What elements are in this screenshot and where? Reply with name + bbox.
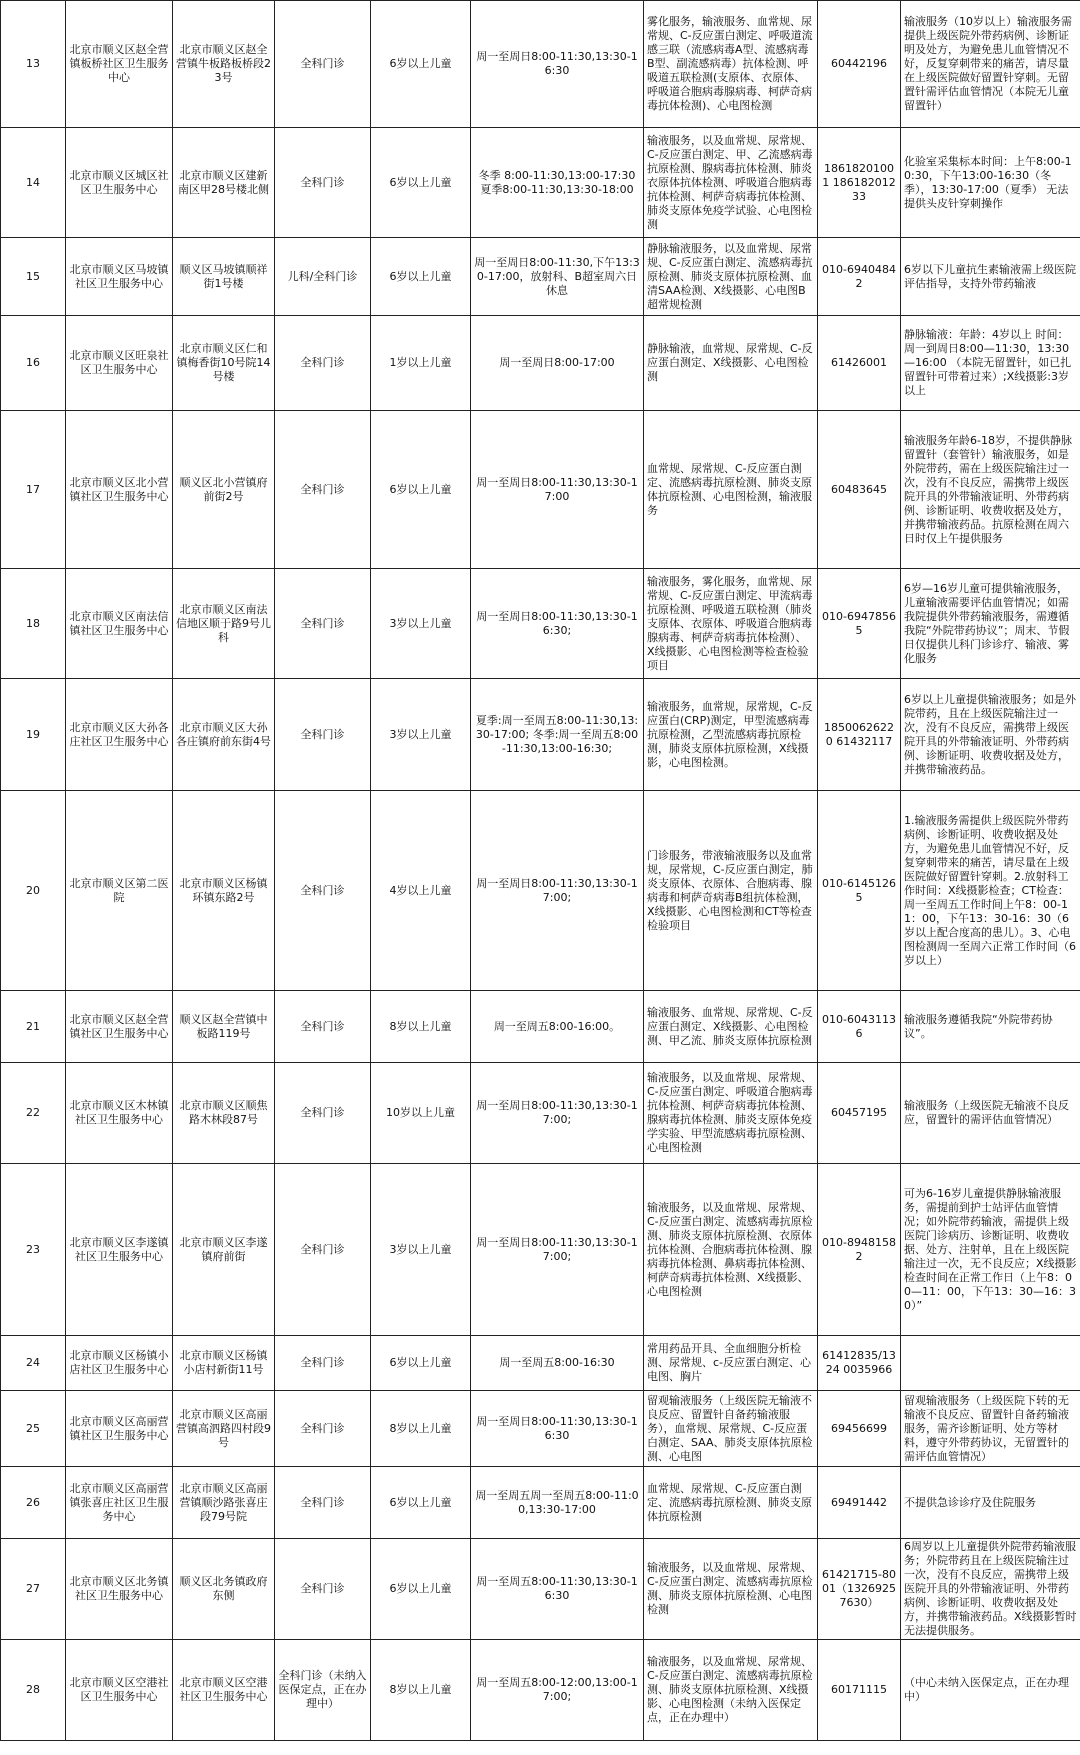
table-row (1, 991, 1080, 1063)
cell-age-range: 4岁以上儿童 (371, 791, 471, 991)
cell-phone: 010-60431136 (818, 991, 901, 1063)
cell-phone: 69491442 (818, 1467, 901, 1539)
cell-age-range: 8岁以上儿童 (371, 991, 471, 1063)
table-row (1, 411, 1080, 569)
cell-age-range: 8岁以上儿童 (371, 1640, 471, 1741)
cell-notes: 输液服务遵循我院“外院带药协议”。 (901, 991, 1080, 1063)
cell-age-range: 6岁以上儿童 (371, 1, 471, 128)
cell-row-number: 22 (1, 1063, 66, 1164)
cell-department: 全科门诊 (275, 1391, 371, 1467)
cell-department: 全科门诊（未纳入医保定点，正在办理中） (275, 1640, 371, 1741)
cell-notes: 输液服务年龄6-18岁，不提供静脉留置针（套管针）输液服务，如是外院带药，需在上级医院输注过一次，没有不良反应，需携带上级医院开具的外带输液证明、外带药病例、诊断证明、收费收据及处方，并携带输液药品。抗原检测在周六日时仅上午提供服务 (901, 411, 1080, 569)
cell-address: 北京市顺义区李遂镇府前街 (173, 1164, 275, 1336)
cell-institution-name: 北京市顺义区马坡镇社区卫生服务中心 (66, 238, 173, 316)
table-row (1, 679, 1080, 791)
cell-notes: 6岁以下儿童抗生素输液需上级医院评估指导，支持外带药输液 (901, 238, 1080, 316)
table-row (1, 569, 1080, 679)
cell-service-hours: 周一至周日8:00-11:30,13:30-16:30 (471, 1391, 644, 1467)
cell-service-hours: 夏季:周一至周五8:00-11:30,13:30-17:00; 冬季:周一至周五8:00-11:30,13:00-16:30; (471, 679, 644, 791)
cell-services: 常用药品开具、全血细胞分析检测、尿常规、c-反应蛋白测定、心电图、胸片 (644, 1336, 818, 1391)
table-row (1, 1164, 1080, 1336)
cell-institution-name: 北京市顺义区北小营镇社区卫生服务中心 (66, 411, 173, 569)
cell-age-range: 8岁以上儿童 (371, 1391, 471, 1467)
cell-notes: 6岁以上儿童提供输液服务；如是外院带药，且在上级医院输注过一次，没有不良反应，需携带上级医院开具的外带输液证明、外带药病例、诊断证明、收费收据及处方，并携带输液药品。 (901, 679, 1080, 791)
cell-department: 儿科/全科门诊 (275, 238, 371, 316)
cell-address: 顺义区赵全营镇中板路119号 (173, 991, 275, 1063)
cell-services: 输液服务，以及血常规、尿常规、C-反应蛋白测定、流感病毒抗原检测、肺炎支原体抗原检测、X线摄影、心电图检测（未纳入医保定点，正在办理中） (644, 1640, 818, 1741)
cell-age-range: 6岁以上儿童 (371, 238, 471, 316)
cell-row-number: 20 (1, 791, 66, 991)
cell-service-hours: 周一至周日8:00-11:30,13:30-16:30; (471, 569, 644, 679)
cell-row-number: 16 (1, 316, 66, 411)
cell-service-hours: 周一至周日8:00-11:30,13:30-17:00; (471, 1164, 644, 1336)
cell-phone: 18618201001 18618201233 (818, 128, 901, 238)
cell-address: 北京市顺义区南法信地区顺于路9号儿科 (173, 569, 275, 679)
table-row (1, 128, 1080, 238)
cell-department: 全科门诊 (275, 1539, 371, 1640)
cell-phone: 61426001 (818, 316, 901, 411)
cell-phone: 60171115 (818, 1640, 901, 1741)
cell-phone: 010-69478565 (818, 569, 901, 679)
cell-services: 留观输液服务（上级医院无输液不良反应、留置针自备药输液服务），血常规、尿常规、C-反应蛋白测定、SAA、肺炎支原体抗原检测、心电图 (644, 1391, 818, 1467)
cell-service-hours: 周一至周日8:00-11:30,13:30-16:30 (471, 1, 644, 128)
cell-department: 全科门诊 (275, 1, 371, 128)
cell-services: 输液服务，血常规，尿常规，C-反应蛋白(CRP)测定，甲型流感病毒抗原检测，乙型流感病毒抗原检测，肺炎支原体抗原检测，X线摄影，心电图检测。 (644, 679, 818, 791)
cell-institution-name: 北京市顺义区高丽营镇张喜庄社区卫生服务中心 (66, 1467, 173, 1539)
cell-services: 输液服务，以及血常规、尿常规、C-反应蛋白测定、流感病毒抗原检测、肺炎支原体抗原检测、衣原体抗体检测、合胞病毒抗体检测、腺病毒抗体检测、鼻病毒抗体检测、柯萨奇病毒抗体检测、X线摄影、心电图检测 (644, 1164, 818, 1336)
cell-service-hours: 周一至周日8:00-11:30,13:30-17:00 (471, 411, 644, 569)
cell-department: 全科门诊 (275, 1467, 371, 1539)
cell-institution-name: 北京市顺义区赵全营镇板桥社区卫生服务中心 (66, 1, 173, 128)
cell-notes (901, 1336, 1080, 1391)
cell-services: 输液服务，以及血常规、尿常规、C-反应蛋白测定、甲、乙流感病毒抗原检测、腺病毒抗体检测、肺炎衣原体抗体检测、呼吸道合胞病毒抗体检测、柯萨奇病毒抗体检测、肺炎支原体免疫学试验、心电图检测 (644, 128, 818, 238)
cell-services: 输液服务，雾化服务，血常规、尿常规、C-反应蛋白测定、甲流病毒抗原检测、呼吸道五联检测（肺炎支原体、衣原体、呼吸道合胞病毒腺病毒、柯萨奇病毒抗体检测）、X线摄影、心电图检测等检查检验项目 (644, 569, 818, 679)
cell-department: 全科门诊 (275, 316, 371, 411)
table-row (1, 1336, 1080, 1391)
table-row (1, 1640, 1080, 1741)
cell-age-range: 6岁以上儿童 (371, 1467, 471, 1539)
cell-age-range: 3岁以上儿童 (371, 1164, 471, 1336)
cell-phone: 61412835/1324 0035966 (818, 1336, 901, 1391)
cell-notes: 1.输液服务需提供上级医院外带药病例、诊断证明、收费收据及处方，为避免患儿血管情况不好，反复穿刺带来的痛苦，请尽量在上级医院做好留置针穿刺。2.放射科工作时间：X线摄影检查；CT检查：周一至周五工作时间上午8：00-11：00，下午13：30-16：30（6岁以上配合度高的患儿）。3、心电图检测周一至周六正常工作时间（6岁以上） (901, 791, 1080, 991)
cell-services: 门诊服务，带液输液服务以及血常规，尿常规，C-反应蛋白测定，肺炎支原体、衣原体、合胞病毒、腺病毒和柯萨奇病毒B组抗体检测，X线摄影、心电图检测和CT等检查检验项目 (644, 791, 818, 991)
cell-address: 北京市顺义区杨镇环镇东路2号 (173, 791, 275, 991)
cell-row-number: 18 (1, 569, 66, 679)
cell-address: 北京市顺义区仁和镇梅香街10号院14号楼 (173, 316, 275, 411)
cell-address: 顺义区北小营镇府前街2号 (173, 411, 275, 569)
cell-address: 北京市顺义区高丽营镇高泗路四村段9号 (173, 1391, 275, 1467)
cell-institution-name: 北京市顺义区第二医院 (66, 791, 173, 991)
table-row (1, 1391, 1080, 1467)
cell-notes: 输液服务（10岁以上）输液服务需提供上级医院外带药病例、诊断证明及处方，为避免患儿血管情况不好，反复穿刺带来的痛苦，请尽量在上级医院做好留置针穿刺。无留置针需评估血管情况（本院无儿童留置针） (901, 1, 1080, 128)
cell-service-hours: 周一至周五8:00-16:30 (471, 1336, 644, 1391)
cell-address: 北京市顺义区高丽营镇顺沙路张喜庄段79号院 (173, 1467, 275, 1539)
cell-notes: 6岁—16岁儿童可提供输液服务，儿童输液需要评估血管情况；如需我院提供外带药输液服务，需遵循我院“外院带药协议”；周末、节假日仅提供儿科门诊诊疗、输液、雾化服务 (901, 569, 1080, 679)
cell-age-range: 10岁以上儿童 (371, 1063, 471, 1164)
cell-institution-name: 北京市顺义区空港社区卫生服务中心 (66, 1640, 173, 1741)
cell-services: 静脉输液服务，以及血常规、尿常规、C-反应蛋白测定、流感病毒抗原检测、肺炎支原体抗原检测、血清SAA检测、X线摄影、心电图B超常规检测 (644, 238, 818, 316)
cell-address: 北京市顺义区赵全营镇牛板路板桥段23号 (173, 1, 275, 128)
table-row (1, 791, 1080, 991)
cell-phone: 18500626220 61432117 (818, 679, 901, 791)
cell-department: 全科门诊 (275, 1164, 371, 1336)
cell-service-hours: 周一至周五周一至周五8:00-11:00,13:30-17:00 (471, 1467, 644, 1539)
cell-institution-name: 北京市顺义区高丽营镇社区卫生服务中心 (66, 1391, 173, 1467)
cell-row-number: 17 (1, 411, 66, 569)
cell-services: 输液服务、血常规、尿常规、C-反应蛋白测定、X线摄影、心电图检测、甲乙流、肺炎支原体抗原检测 (644, 991, 818, 1063)
cell-age-range: 3岁以上儿童 (371, 569, 471, 679)
cell-phone: 60457195 (818, 1063, 901, 1164)
cell-department: 全科门诊 (275, 569, 371, 679)
cell-department: 全科门诊 (275, 411, 371, 569)
cell-phone: 60483645 (818, 411, 901, 569)
cell-age-range: 3岁以上儿童 (371, 679, 471, 791)
cell-institution-name: 北京市顺义区大孙各庄社区卫生服务中心 (66, 679, 173, 791)
table-body (1, 1, 1080, 1741)
cell-department: 全科门诊 (275, 679, 371, 791)
cell-department: 全科门诊 (275, 991, 371, 1063)
cell-department: 全科门诊 (275, 1336, 371, 1391)
cell-row-number: 23 (1, 1164, 66, 1336)
cell-department: 全科门诊 (275, 791, 371, 991)
cell-address: 北京市顺义区顺焦路木林段87号 (173, 1063, 275, 1164)
cell-notes: 静脉输液：年龄：4岁以上 时间：周一到周日8:00—11:30，13:30—16:00 （本院无留置针，如已扎留置针可带着过来）;X线摄影:3岁以上 (901, 316, 1080, 411)
cell-address: 顺义区北务镇政府东侧 (173, 1539, 275, 1640)
cell-age-range: 6岁以上儿童 (371, 1539, 471, 1640)
cell-service-hours: 周一至周日8:00-11:30,下午13:30-17:00，放射科、B超室周六日休息 (471, 238, 644, 316)
cell-phone: 61421715-8001（13269257630） (818, 1539, 901, 1640)
cell-address: 北京市顺义区杨镇小店村新街11号 (173, 1336, 275, 1391)
cell-service-hours: 周一至周五8:00-16:00。 (471, 991, 644, 1063)
cell-service-hours: 冬季 8:00-11:30,13:00-17:30 夏季8:00-11:30,13:30-18:00 (471, 128, 644, 238)
cell-institution-name: 北京市顺义区木林镇社区卫生服务中心 (66, 1063, 173, 1164)
table-row (1, 316, 1080, 411)
cell-row-number: 19 (1, 679, 66, 791)
cell-service-hours: 周一至周日8:00-11:30,13:30-17:00; (471, 1063, 644, 1164)
cell-age-range: 6岁以上儿童 (371, 1336, 471, 1391)
cell-notes: 留观输液服务（上级医院下转的无输液不良反应、留置针自备药输液服务，需齐诊断证明、处方等材料，遵守外带药协议，无留置针的需评估血管情况） (901, 1391, 1080, 1467)
cell-service-hours: 周一至周日8:00-17:00 (471, 316, 644, 411)
cell-age-range: 6岁以上儿童 (371, 411, 471, 569)
cell-services: 雾化服务，输液服务、血常规、尿常规、C-反应蛋白测定、呼吸道流感三联（流感病毒A型、流感病毒B型、副流感病毒）抗体检测、呼吸道五联检测(支原体、衣原体、呼吸道合胞病毒腺病毒、柯萨奇病毒抗体检测)、心电图检测 (644, 1, 818, 128)
cell-row-number: 24 (1, 1336, 66, 1391)
cell-services: 输液服务，以及血常规、尿常规、C-反应蛋白测定、呼吸道合胞病毒抗体检测、柯萨奇病毒抗体检测、腺病毒抗体检测、肺炎支原体免疫学实验、甲型流感病毒抗原检测、心电图检测 (644, 1063, 818, 1164)
cell-age-range: 1岁以上儿童 (371, 316, 471, 411)
cell-phone: 60442196 (818, 1, 901, 128)
cell-notes: 可为6-16岁儿童提供静脉输液服务，需提前到护士站评估血管情况；如外院带药输液，需提供上级医院门诊病历、诊断证明、收费收据、处方、注射单，且在上级医院输注过一次，无不良反应；X线摄影检查时间在正常工作日（上午8：00—11：00，下午13：30—16：30）” (901, 1164, 1080, 1336)
cell-notes: 输液服务（上级医院无输液不良反应，留置针的需评估血管情况） (901, 1063, 1080, 1164)
cell-row-number: 27 (1, 1539, 66, 1640)
cell-institution-name: 北京市顺义区旺泉社区卫生服务中心 (66, 316, 173, 411)
cell-department: 全科门诊 (275, 128, 371, 238)
cell-phone: 010-61451265 (818, 791, 901, 991)
table-row (1, 1539, 1080, 1640)
cell-notes: （中心未纳入医保定点，正在办理中） (901, 1640, 1080, 1741)
cell-row-number: 26 (1, 1467, 66, 1539)
cell-phone: 010-89481582 (818, 1164, 901, 1336)
cell-row-number: 15 (1, 238, 66, 316)
cell-service-hours: 周一至周日8:00-11:30,13:30-17:00; (471, 791, 644, 991)
cell-address: 顺义区马坡镇顺祥街1号楼 (173, 238, 275, 316)
table-row (1, 1467, 1080, 1539)
cell-phone: 69456699 (818, 1391, 901, 1467)
cell-services: 血常规、尿常规、C-反应蛋白测定、流感病毒抗原检测、肺炎支原体抗原检测 (644, 1467, 818, 1539)
cell-row-number: 13 (1, 1, 66, 128)
cell-institution-name: 北京市顺义区杨镇小店社区卫生服务中心 (66, 1336, 173, 1391)
cell-notes: 6周岁以上儿童提供外院带药输液服务；外院带药且在上级医院输注过一次，没有不良反应，需携带上级医院开具的外带输液证明、外带药病例、诊断证明、收费收据及处方，并携带输液药品。X线摄影暂时无法提供服务。 (901, 1539, 1080, 1640)
cell-row-number: 21 (1, 991, 66, 1063)
table-row (1, 1, 1080, 128)
cell-address: 北京市顺义区建新南区甲28号楼北侧 (173, 128, 275, 238)
table-row (1, 1063, 1080, 1164)
cell-institution-name: 北京市顺义区李遂镇社区卫生服务中心 (66, 1164, 173, 1336)
table-row (1, 238, 1080, 316)
cell-institution-name: 北京市顺义区南法信镇社区卫生服务中心 (66, 569, 173, 679)
cell-services: 输液服务，以及血常规、尿常规、C-反应蛋白测定、流感病毒抗原检测、肺炎支原体抗原检测、心电图检测 (644, 1539, 818, 1640)
cell-row-number: 28 (1, 1640, 66, 1741)
cell-address: 北京市顺义区大孙各庄镇府前东街4号 (173, 679, 275, 791)
cell-service-hours: 周一至周五8:00-12:00,13:00-17:00; (471, 1640, 644, 1741)
cell-service-hours: 周一至周五8:00-11:30,13:30-16:30 (471, 1539, 644, 1640)
cell-phone: 010-69404842 (818, 238, 901, 316)
cell-institution-name: 北京市顺义区城区社区卫生服务中心 (66, 128, 173, 238)
cell-services: 静脉输液，血常规、尿常规、C-反应蛋白测定、X线摄影、心电图检测 (644, 316, 818, 411)
cell-notes: 不提供急诊诊疗及住院服务 (901, 1467, 1080, 1539)
cell-row-number: 14 (1, 128, 66, 238)
cell-services: 血常规、尿常规、C-反应蛋白测定、流感病毒抗原检测、肺炎支原体抗原检测、心电图检测，输液服务 (644, 411, 818, 569)
cell-age-range: 6岁以上儿童 (371, 128, 471, 238)
cell-institution-name: 北京市顺义区赵全营镇社区卫生服务中心 (66, 991, 173, 1063)
cell-row-number: 25 (1, 1391, 66, 1467)
cell-department: 全科门诊 (275, 1063, 371, 1164)
cell-address: 北京市顺义区空港社区卫生服务中心 (173, 1640, 275, 1741)
cell-notes: 化验室采集标本时间：上午8:00-10:30，下午13:00-16:30（冬季），13:30-17:00（夏季） 无法提供头皮针穿刺操作 (901, 128, 1080, 238)
cell-institution-name: 北京市顺义区北务镇社区卫生服务中心 (66, 1539, 173, 1640)
